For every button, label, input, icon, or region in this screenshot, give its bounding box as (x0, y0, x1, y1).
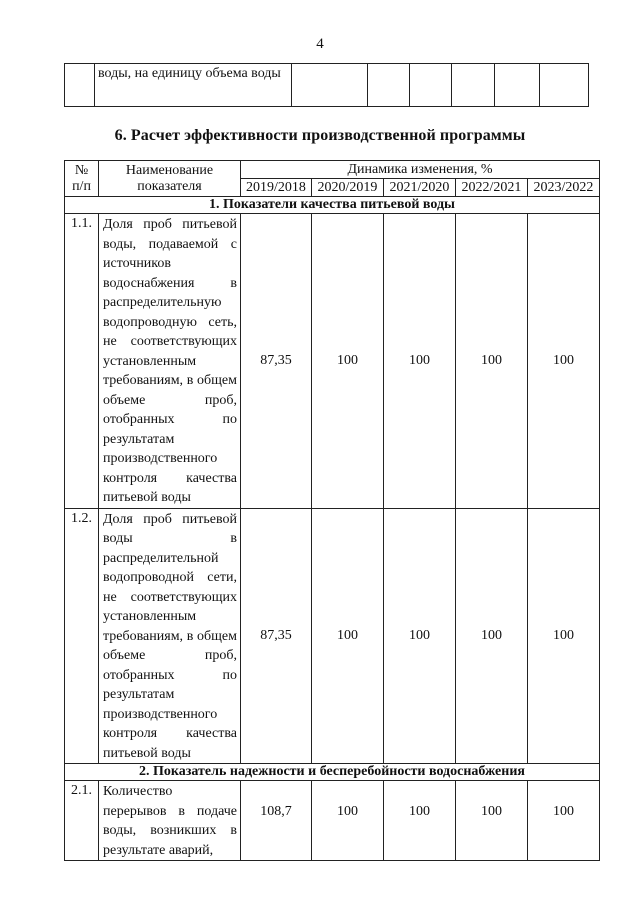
value-cell: 87,35 (241, 508, 312, 764)
row-number: 1.1. (65, 214, 99, 509)
indicator-name: Доля проб питьевой воды, подаваемой с источников водоснабжения в распределительную водопроводную сеть, не соответствующих установленным требованиям, в общем объеме проб, отобранных по результатам производственного контроля качества питьевой воды (99, 214, 241, 509)
efficiency-table (64, 160, 600, 861)
value-cell: 100 (528, 214, 600, 509)
row-number: 2.1. (65, 781, 99, 861)
value-cell: 100 (528, 781, 600, 861)
value-cell: 100 (456, 508, 528, 764)
table-cell (452, 64, 495, 107)
value-cell: 100 (456, 214, 528, 509)
table-row (65, 214, 600, 509)
header-name-line2: показателя (137, 178, 202, 194)
value-cell: 100 (312, 781, 384, 861)
table-row (65, 508, 600, 764)
header-row (65, 161, 600, 179)
table-cell (540, 64, 589, 107)
table-row (65, 64, 589, 107)
value-cell: 100 (384, 781, 456, 861)
indicator-name: Количество перерывов в подаче воды, возникших в результате аварий, (99, 781, 241, 861)
group-row (65, 764, 600, 781)
header-dynamics: Динамика изменения, % (241, 161, 600, 179)
header-year: 2020/2019 (312, 179, 384, 197)
table-cell (292, 64, 368, 107)
header-num-line2: п/п (72, 178, 91, 194)
header-year: 2019/2018 (241, 179, 312, 197)
value-cell: 108,7 (241, 781, 312, 861)
cell-text: воды, на единицу объема воды (98, 66, 281, 81)
table-cell-num (65, 64, 95, 107)
section-title: 6. Расчет эффективности производственной программы (114, 127, 526, 144)
table-cell (368, 64, 410, 107)
group-title: 2. Показатель надежности и бесперебойности водоснабжения (65, 764, 600, 781)
value-cell: 100 (456, 781, 528, 861)
table-cell (495, 64, 540, 107)
header-name-line1: Наименование (125, 162, 214, 178)
value-cell: 100 (384, 214, 456, 509)
table-cell-name (95, 64, 292, 107)
value-cell: 100 (312, 508, 384, 764)
table-cell (410, 64, 452, 107)
header-year: 2021/2020 (384, 179, 456, 197)
indicator-name: Доля проб питьевой воды в распределительной водопроводной сети, не соответствующих установленным требованиям, в общем объеме проб, отобранных по результатам производственного контроля качества питьевой воды (99, 508, 241, 764)
group-title: 1. Показатели качества питьевой воды (65, 197, 600, 214)
value-cell: 100 (312, 214, 384, 509)
header-num-line1: № (74, 162, 89, 178)
value-cell: 87,35 (241, 214, 312, 509)
header-year: 2023/2022 (528, 179, 600, 197)
header-year: 2022/2021 (456, 179, 528, 197)
table-row (65, 781, 600, 861)
header-name (99, 161, 241, 197)
header-num (65, 161, 99, 197)
value-cell: 100 (384, 508, 456, 764)
continued-table-fragment (64, 63, 589, 107)
row-number: 1.2. (65, 508, 99, 764)
value-cell: 100 (528, 508, 600, 764)
page-number: 4 (316, 36, 324, 52)
group-row (65, 197, 600, 214)
